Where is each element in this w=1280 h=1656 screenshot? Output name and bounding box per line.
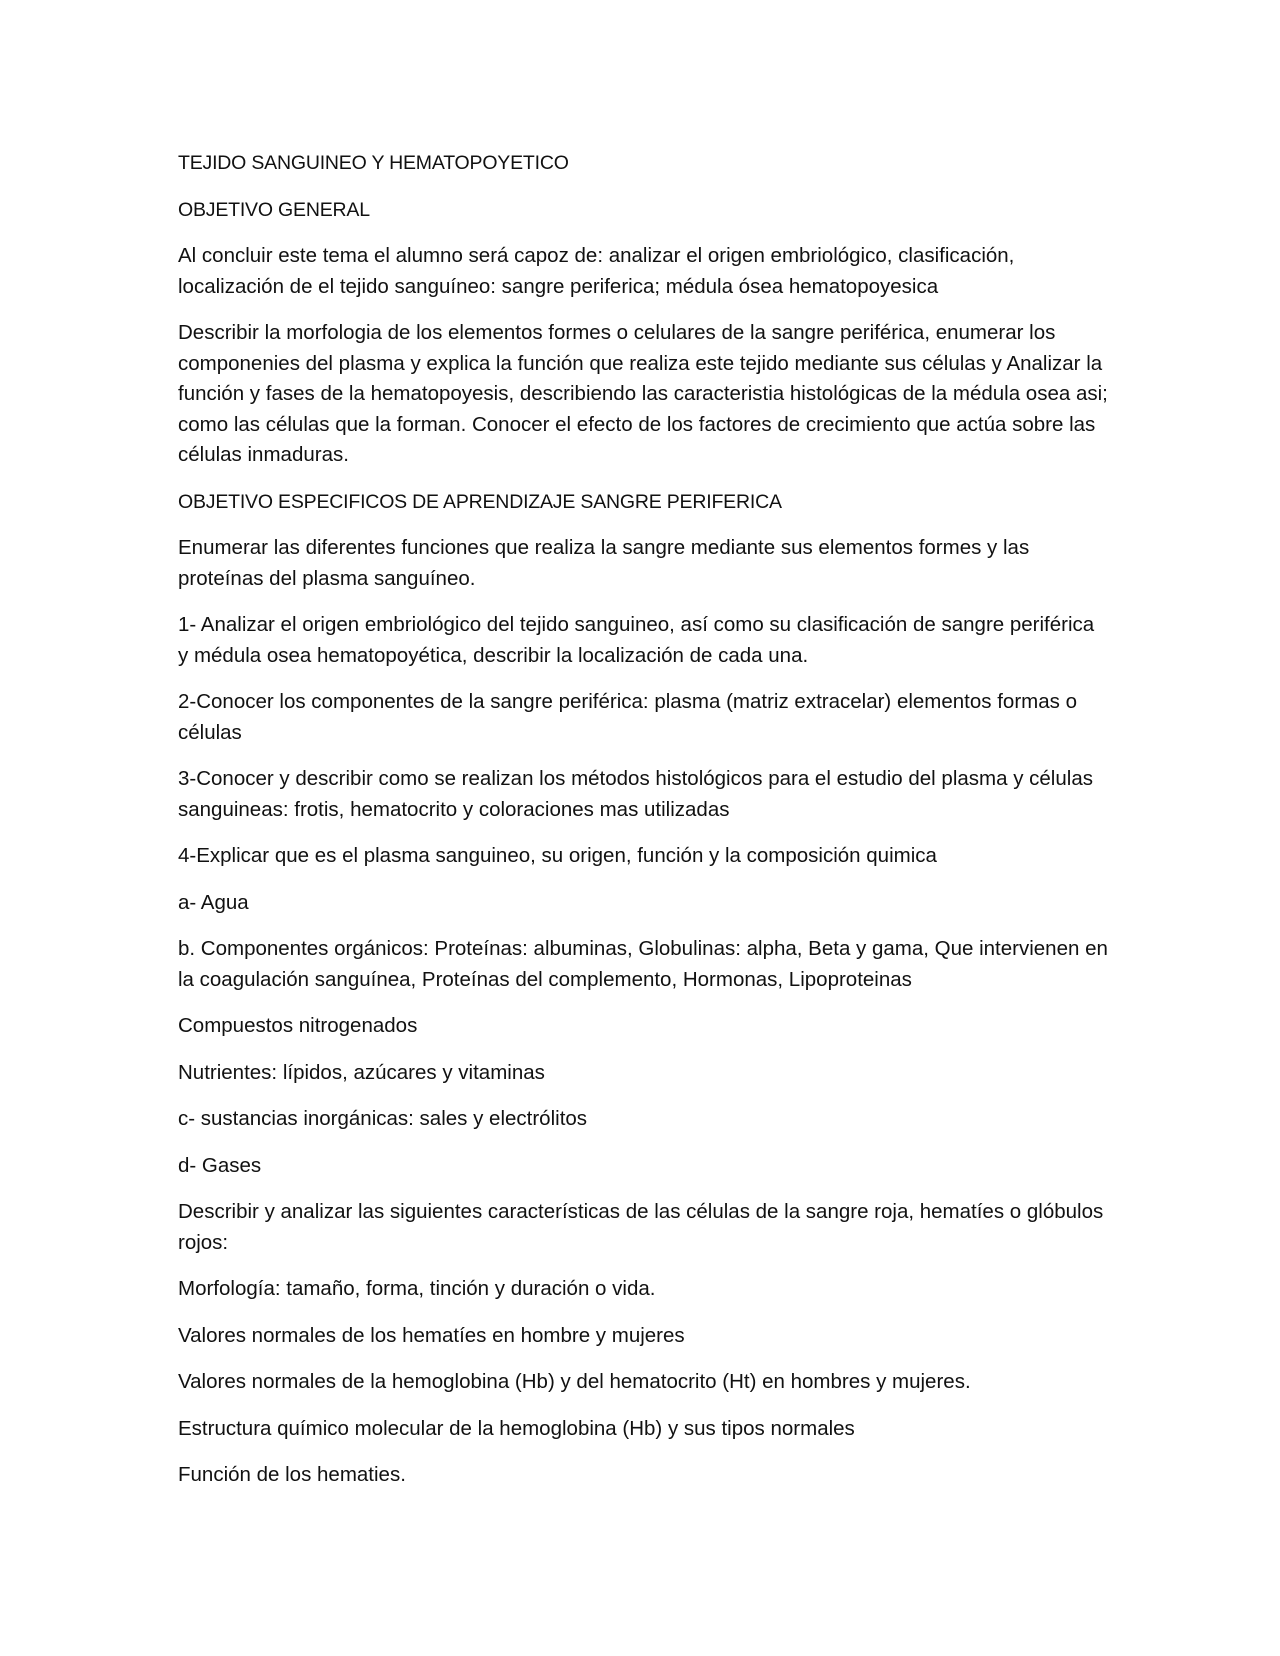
list-item: c- sustancias inorgánicas: sales y electrólitos (178, 1107, 588, 1130)
list-item: 2-Conocer los componentes de la sangre periférica: plasma (matriz extracelar) elementos formas o células (178, 690, 1077, 744)
section-heading-objetivos-especificos: OBJETIVO ESPECIFICOS DE APRENDIZAJE SANGRE PERIFERICA (178, 490, 782, 513)
paragraph: Describir y analizar las siguientes características de las células de la sangre roja, hematíes o glóbulos rojos: (178, 1200, 1104, 1254)
list-item: d- Gases (178, 1153, 262, 1177)
list-item: a- Agua (178, 890, 249, 914)
document-title: TEJIDO SANGUINEO Y HEMATOPOYETICO (178, 152, 569, 174)
list-item: Valores normales de los hematíes en hombre y mujeres (178, 1323, 685, 1347)
list-item: Valores normales de la hemoglobina (Hb) y del hematocrito (Ht) en hombres y mujeres. (178, 1370, 971, 1393)
list-item: 3-Conocer y describir como se realizan los métodos histológicos para el estudio del plasma y células sanguineas: frotis, hematocrito y coloraciones mas utilizadas (178, 767, 1093, 821)
list-item: Compuestos nitrogenados (178, 1014, 418, 1037)
paragraph: Enumerar las diferentes funciones que realiza la sangre mediante sus elementos formes y las proteínas del plasma sanguíneo. (178, 536, 1030, 590)
document-page (178, 148, 1108, 1507)
list-item: Morfología: tamaño, forma, tinción y duración o vida. (178, 1277, 656, 1300)
paragraph: Al concluir este tema el alumno será capoz de: analizar el origen embriológico, clasificación, localización de el tejido sanguíneo: sangre periferica; médula ósea hematopoyesica (178, 244, 1015, 298)
list-item: 1- Analizar el origen embriológico del tejido sanguineo, así como su clasificación de sangre periférica y médula osea hematopoyética, describir la localización de cada una. (178, 613, 1095, 667)
list-item: Función de los hematies. (178, 1463, 406, 1486)
list-item: 4-Explicar que es el plasma sanguineo, su origen, función y la composición quimica (178, 844, 937, 867)
section-heading-objetivo-general: OBJETIVO GENERAL (178, 198, 370, 221)
list-item: Nutrientes: lípidos, azúcares y vitaminas (178, 1060, 545, 1084)
paragraph: Describir la morfologia de los elementos formes o celulares de la sangre periférica, enumerar los componenies del plasma y explica la función que realiza este tejido mediante sus células y Analizar la función y fases de la hematopoyesis, describiendo las caracteristia histológicas de la médula osea asi; como las células que la forman. Conocer el efecto de los factores de crecimiento que actúa sobre las células inmaduras. (178, 321, 1108, 466)
list-item: b. Componentes orgánicos: Proteínas: albuminas, Globulinas: alpha, Beta y gama, Que intervienen en la coagulación sanguínea, Proteínas del complemento, Hormonas, Lipoproteinas (178, 937, 1108, 991)
list-item: Estructura químico molecular de la hemoglobina (Hb) y sus tipos normales (178, 1416, 855, 1440)
